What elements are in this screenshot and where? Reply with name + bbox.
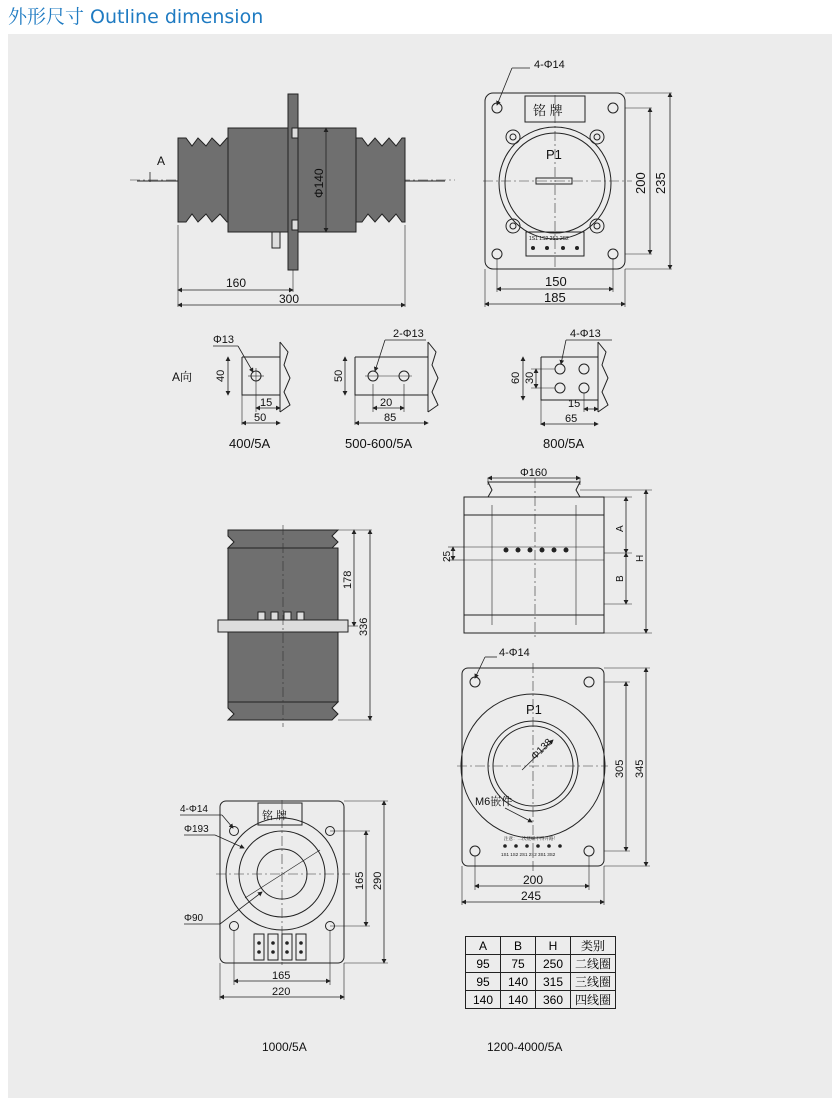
v500-d50: 50	[333, 369, 345, 382]
view-500-600	[333, 328, 438, 451]
v800-d30: 30	[524, 371, 536, 384]
dim-200-1200: 200	[523, 873, 544, 887]
table-cell: 95	[466, 973, 501, 991]
dim-165-h: 165	[272, 970, 291, 982]
caption-800: 800/5A	[543, 436, 585, 451]
front-view-400-800	[483, 59, 672, 307]
dim-160: 160	[226, 276, 247, 290]
terminal-labels-1200: 1S1 1S2 2S1 2S2 3S1 3S2	[501, 852, 556, 857]
table-header-row	[466, 937, 616, 955]
dim-dia-193: Φ193	[184, 824, 209, 835]
v400-d40: 40	[215, 369, 227, 382]
table-row	[466, 973, 616, 991]
v400-hole: Φ13	[213, 334, 235, 346]
table-header: H	[536, 937, 571, 955]
caption-1200: 1200-4000/5A	[487, 1040, 563, 1054]
dim-165-v: 165	[354, 871, 366, 890]
table-cell: 四线圈	[571, 991, 616, 1009]
v800-d15: 15	[568, 398, 581, 410]
label-p1: P1	[546, 147, 562, 162]
terminal-note: 注意：二次绕组不得开路！	[504, 836, 558, 841]
dim-dia-140: Φ140	[312, 168, 326, 198]
table-cell: 75	[501, 955, 536, 973]
side-view-1200	[442, 467, 652, 640]
caption-400: 400/5A	[229, 436, 271, 451]
table-cell: 250	[536, 955, 571, 973]
dim-336: 336	[358, 617, 370, 636]
side-view-400-800	[130, 94, 455, 307]
dim-178: 178	[342, 570, 354, 589]
dim-345: 345	[634, 759, 646, 778]
dim-290: 290	[372, 871, 384, 890]
dim-200: 200	[633, 172, 648, 194]
v400-d15: 15	[260, 397, 273, 409]
v800-d60: 60	[510, 371, 522, 384]
v500-d20: 20	[380, 397, 393, 409]
dim-235: 235	[653, 172, 668, 194]
dim-h: H	[635, 554, 646, 562]
table-header: B	[501, 937, 536, 955]
holes-4-14-1000: 4-Φ14	[180, 804, 208, 815]
dim-245: 245	[521, 889, 542, 903]
nameplate-label: 铭 牌	[533, 103, 563, 118]
dim-a: A	[615, 525, 626, 532]
table-cell: 360	[536, 991, 571, 1009]
a-direction-label: A向	[172, 370, 193, 384]
coil-dimension-table	[465, 936, 616, 1009]
dim-150: 150	[545, 274, 567, 289]
table-cell: 140	[501, 973, 536, 991]
front-view-1200	[457, 647, 650, 905]
label-p1-1200: P1	[526, 702, 542, 717]
dim-dia-90: Φ90	[184, 913, 204, 924]
caption-500: 500-600/5A	[345, 436, 413, 451]
v800-d65: 65	[565, 413, 578, 425]
table-cell: 140	[466, 991, 501, 1009]
table-row	[466, 955, 616, 973]
table-header: 类别	[571, 937, 616, 955]
dim-25: 25	[442, 550, 453, 562]
v800-hole: 4-Φ13	[570, 328, 601, 340]
insert-label: M6嵌件	[475, 796, 513, 808]
dim-300: 300	[279, 292, 300, 306]
v400-d50: 50	[254, 412, 267, 424]
nameplate-1000: 铭 牌	[262, 810, 288, 822]
dim-185: 185	[544, 290, 566, 305]
table-row	[466, 991, 616, 1009]
caption-1000: 1000/5A	[262, 1040, 307, 1054]
a-direction-views	[172, 328, 612, 451]
table-cell: 315	[536, 973, 571, 991]
table-cell: 95	[466, 955, 501, 973]
dim-b: B	[615, 575, 626, 582]
dim-305: 305	[614, 759, 626, 778]
table-header: A	[466, 937, 501, 955]
front-view-1000	[180, 800, 388, 1000]
view-800	[510, 328, 612, 451]
v500-d85: 85	[384, 412, 397, 424]
dim-dia-160: Φ160	[520, 467, 548, 479]
terminal-labels: 1S1 1S2 2S1 2S2	[529, 236, 569, 242]
page-title: 外形尺寸 Outline dimension	[8, 6, 264, 28]
v500-hole: 2-Φ13	[393, 328, 424, 340]
table-cell: 140	[501, 991, 536, 1009]
side-view-1000	[218, 525, 372, 727]
table-cell: 三线圈	[571, 973, 616, 991]
holes-4-14-1200: 4-Φ14	[499, 647, 530, 659]
dim-220: 220	[272, 986, 291, 998]
holes-4-14: 4-Φ14	[534, 59, 565, 71]
table-cell: 二线圈	[571, 955, 616, 973]
dim-dia-138: Φ138	[529, 736, 555, 763]
view-label-a: A	[157, 154, 166, 168]
view-400	[213, 334, 290, 451]
